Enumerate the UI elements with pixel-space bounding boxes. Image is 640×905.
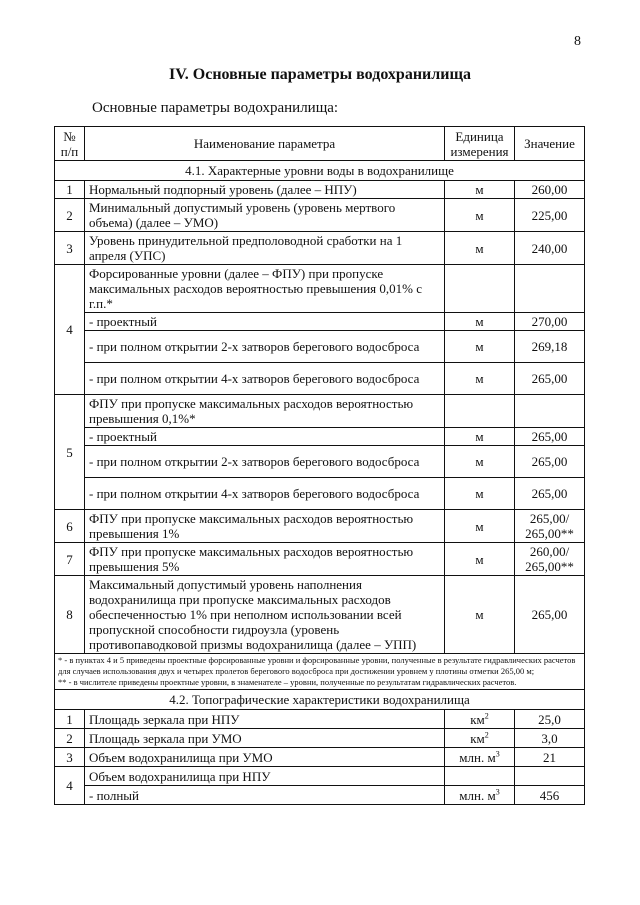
row-unit: м — [445, 363, 515, 395]
row-name: - при полном открытии 4-х затворов берегового водосброса — [85, 363, 445, 395]
group-title: 4.2. Топографические характеристики водохранилища — [55, 690, 585, 710]
row-value: 265,00 — [515, 446, 585, 478]
row-unit: м — [445, 576, 515, 654]
unit-sup: 2 — [484, 730, 489, 740]
table-row — [55, 710, 585, 729]
row-unit: м — [445, 478, 515, 510]
row-name: Форсированные уровни (далее – ФПУ) при пропуске максимальных расходов вероятностью превышения 0,01% с г.п.* — [85, 265, 445, 313]
header-unit: Единица измерения — [445, 127, 515, 161]
row-num: 3 — [55, 748, 85, 767]
row-value: 260,00 — [515, 181, 585, 199]
row-num: 1 — [55, 710, 85, 729]
unit-sup: 2 — [484, 711, 489, 721]
table-row — [55, 786, 585, 805]
row-unit: м — [445, 199, 515, 232]
note-1: * - в пунктах 4 и 5 приведены проектные форсированные уровни и форсированные уровни, полученные в результате гидравлических расчетов для случаев использования двух и четырех пролетов берегового водосброса при достижении уровнем у плотины отметки 265,00 м; — [58, 655, 576, 676]
row-name: - полный — [85, 786, 445, 805]
row-value: 265,00 — [515, 428, 585, 446]
unit-base: млн. м — [459, 749, 496, 765]
table-row — [55, 428, 585, 446]
table-row — [55, 767, 585, 786]
row-num: 4 — [55, 767, 85, 805]
row-num: 8 — [55, 576, 85, 654]
unit-sup: 3 — [495, 787, 500, 797]
row-value — [515, 543, 585, 576]
row-num: 7 — [55, 543, 85, 576]
row-unit — [445, 395, 515, 428]
notes-row — [55, 654, 585, 690]
table-row — [55, 729, 585, 748]
table-row — [55, 313, 585, 331]
row-unit: м — [445, 428, 515, 446]
table-row — [55, 331, 585, 363]
table-row — [55, 181, 585, 199]
group-row — [55, 161, 585, 181]
row-value — [515, 395, 585, 428]
table-row — [55, 265, 585, 313]
row-name: Нормальный подпорный уровень (далее – НПУ) — [85, 181, 445, 199]
value-top: 260,00/ — [529, 544, 570, 559]
table-row — [55, 576, 585, 654]
row-value — [515, 510, 585, 543]
row-value: 25,0 — [515, 710, 585, 729]
row-value — [515, 265, 585, 313]
note-2: ** - в числителе приведены проектные уровни, в знаменателе – уровни, полученные по результатам гидравлических расчетов. — [58, 677, 517, 687]
row-name: - при полном открытии 2-х затворов берегового водосброса — [85, 331, 445, 363]
row-name: - проектный — [85, 313, 445, 331]
row-value: 21 — [515, 748, 585, 767]
row-unit: м — [445, 181, 515, 199]
row-value: 3,0 — [515, 729, 585, 748]
page-number: 8 — [574, 34, 581, 49]
table-notes — [55, 654, 585, 690]
row-name: Минимальный допустимый уровень (уровень мертвого объема) (далее – УМО) — [85, 199, 445, 232]
row-num: 5 — [55, 395, 85, 510]
row-name: Максимальный допустимый уровень наполнения водохранилища при пропуске максимальных расходов обеспеченностью 1% при неполном использовании всей пропускной способности гидроузла (уровень противопаводковой призмы водохранилища (далее – УПП) — [85, 576, 445, 654]
group-title: 4.1. Характерные уровни воды в водохранилище — [55, 161, 585, 181]
table-row — [55, 395, 585, 428]
row-unit — [445, 786, 515, 805]
row-unit: м — [445, 543, 515, 576]
value-top: 265,00/ — [529, 511, 570, 526]
table-row — [55, 446, 585, 478]
row-unit: м — [445, 232, 515, 265]
row-unit — [445, 767, 515, 786]
table-row — [55, 199, 585, 232]
row-value: 265,00 — [515, 478, 585, 510]
group-row — [55, 690, 585, 710]
row-num: 2 — [55, 199, 85, 232]
header-value: Значение — [515, 127, 585, 161]
row-unit: м — [445, 510, 515, 543]
unit-sup: 3 — [495, 749, 500, 759]
row-name: Площадь зеркала при УМО — [85, 729, 445, 748]
row-num: 1 — [55, 181, 85, 199]
table-row — [55, 510, 585, 543]
row-value — [515, 767, 585, 786]
row-num: 6 — [55, 510, 85, 543]
table-row — [55, 363, 585, 395]
row-name: - при полном открытии 4-х затворов берегового водосброса — [85, 478, 445, 510]
value-bottom: 265,00** — [525, 526, 574, 541]
row-name: Объем водохранилища при УМО — [85, 748, 445, 767]
parameters-table — [54, 126, 585, 805]
unit-base: млн. м — [459, 787, 496, 803]
table-row — [55, 543, 585, 576]
value-bottom: 265,00** — [525, 559, 574, 574]
row-name: Площадь зеркала при НПУ — [85, 710, 445, 729]
row-name: ФПУ при пропуске максимальных расходов вероятностью превышения 1% — [85, 510, 445, 543]
table-row — [55, 478, 585, 510]
section-title: IV. Основные параметры водохранилища — [169, 66, 471, 83]
row-unit: м — [445, 331, 515, 363]
row-unit: м — [445, 446, 515, 478]
row-name: Объем водохранилища при НПУ — [85, 767, 445, 786]
row-value: 225,00 — [515, 199, 585, 232]
row-unit — [445, 748, 515, 767]
row-unit — [445, 729, 515, 748]
table-row — [55, 748, 585, 767]
row-name: - проектный — [85, 428, 445, 446]
row-unit — [445, 265, 515, 313]
intro-text: Основные параметры водохранилища: — [92, 100, 339, 116]
row-value: 270,00 — [515, 313, 585, 331]
unit-base: км — [470, 730, 485, 746]
row-name: - при полном открытии 2-х затворов берегового водосброса — [85, 446, 445, 478]
row-value: 265,00 — [515, 363, 585, 395]
row-unit — [445, 710, 515, 729]
row-value: 265,00 — [515, 576, 585, 654]
row-value: 269,18 — [515, 331, 585, 363]
row-value: 456 — [515, 786, 585, 805]
row-num: 3 — [55, 232, 85, 265]
row-unit: м — [445, 313, 515, 331]
unit-base: км — [470, 711, 485, 727]
row-name: ФПУ при пропуске максимальных расходов вероятностью превышения 5% — [85, 543, 445, 576]
table-header-row — [55, 127, 585, 161]
row-value: 240,00 — [515, 232, 585, 265]
row-num: 4 — [55, 265, 85, 395]
header-num: № п/п — [55, 127, 85, 161]
header-name: Наименование параметра — [85, 127, 445, 161]
row-name: Уровень принудительной предполоводной сработки на 1 апреля (УПС) — [85, 232, 445, 265]
table-row — [55, 232, 585, 265]
row-name: ФПУ при пропуске максимальных расходов вероятностью превышения 0,1%* — [85, 395, 445, 428]
row-num: 2 — [55, 729, 85, 748]
